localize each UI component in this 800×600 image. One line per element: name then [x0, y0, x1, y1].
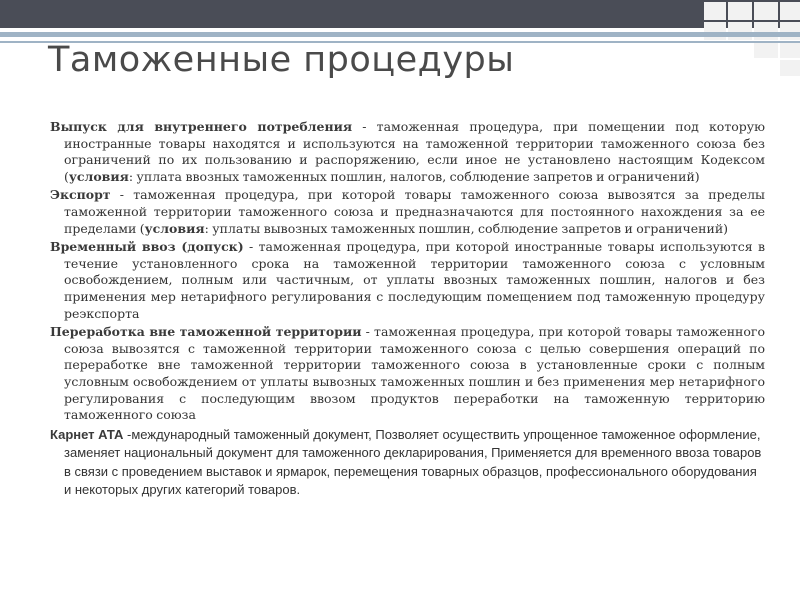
procedure-term: Переработка вне таможенной территории	[50, 324, 362, 340]
procedure-description: - таможенная процедура, при которой товары таможенного союза вывозятся за пределы таможенной территории таможенного союза и предназначаются для постоянного нахождения за ее пределами (	[64, 187, 765, 236]
procedure-description: - таможенная процедура, при которой иностранные товары используются в течение установленного срока на таможенной территории таможенного союза с условным освобождением, полным или частичным, от уплаты ввозных таможенных пошлин, налогов и без применения мер нетарифного регулирования с последующим помещением под таможенную процедуру реэкспорта	[64, 239, 765, 321]
procedure-term: Выпуск для внутреннего потребления	[50, 119, 353, 134]
slide-title: Таможенные процедуры	[48, 40, 515, 80]
decorative-tiles	[702, 0, 800, 80]
procedure-term: Карнет АТА	[50, 426, 124, 442]
procedure-description: - таможенная процедура, при помещении под которую иностранные товары находятся и используются на таможенной территории таможенного союза без ограничений по их пользованию и распоряжению, если иное не установлено настоящим Кодексом (	[64, 119, 765, 184]
procedures-list	[50, 119, 765, 502]
procedure-term: Экспорт	[50, 187, 111, 203]
procedure-item-export	[50, 187, 765, 237]
header-rule-thick	[0, 32, 800, 37]
procedure-description: -международный таможенный документ, Позволяет осуществить упрощенное таможенное оформление, заменяет национальный документ для таможенного декларирования, Применяется для временного ввоза товаров в связи с проведением выставок и ярмарок, перемещения товарных образцов, профессионального оборудования и некоторых других категорий товаров.	[64, 426, 762, 498]
procedure-term: Временный ввоз (допуск)	[50, 239, 244, 255]
procedure-item-temporary-import	[50, 239, 765, 322]
conditions-keyword: условия	[68, 168, 129, 184]
procedure-description: - таможенная процедура, при которой товары таможенного союза вывозятся с таможенной территории таможенного союза с целью совершения операций по переработке вне таможенной территории таможенного союза в установленные сроки с полным условным освобождением от уплаты вывозных таможенных пошлин и без применения мер нетарифного регулирования с последующим ввозом продуктов переработки на таможенную территорию таможенного союза	[64, 324, 765, 423]
procedure-item-outward-processing	[50, 324, 765, 424]
conditions-keyword: условия	[144, 220, 205, 236]
procedure-item-release	[50, 119, 765, 185]
procedure-item-ata-carnet	[50, 426, 765, 500]
procedure-conditions: : уплата ввозных таможенных пошлин, налогов, соблюдение запретов и ограничений)	[128, 168, 700, 184]
procedure-conditions: : уплаты вывозных таможенных пошлин, соблюдение запретов и ограничений)	[204, 220, 729, 236]
top-bar	[0, 0, 800, 28]
